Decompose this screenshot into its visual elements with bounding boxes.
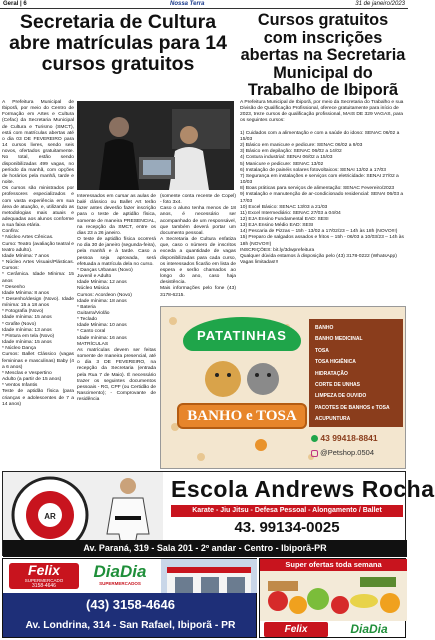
article-culture-col3: (somente conta recente de Copel) - foto 3x4. Caso o aluno tenha menos de 18 anos, é necessário ser acompanhado de um responsável, que também deverá portar um documento pessoal. A Secretaria de Cultura enfatiza que, caso o número de inscritos exceda a quantidade de vagas disponibilizadas para cada curso, os interessados ficarão em lista de espera e serão chamados ao longo do ano, caso haja desistência. Mais informações pelo fone (43) 3178-6215. xyxy=(160,194,236,298)
svg-text:AR: AR xyxy=(44,512,56,521)
petshop-phone: 43 99418-8841 xyxy=(311,433,405,443)
offers-felix-logo: Felix xyxy=(264,622,328,637)
petshop-ad xyxy=(160,306,406,469)
storefront-icon xyxy=(161,559,257,593)
article-culture-col1: A Prefeitura Municipal de Ibiporã, por meio do Centro de Formação em Artes e Cultura (Cefac) da Secretaria Municipal de Cultura e Turismo (SMCT), está com matrículas abertas até o dia 03 DE FEVEREIRO para 14 cursos livres, sendo seis novos, ofertados gratuitamente. No total, estão sendo disponibilizadas 499 vagas, no período da manhã, com opções de horários pela manhã, tarde e noite. Os cursos são ministrados por professores especializados e com vasta experiência em sua área de atuação, e, utilizando as metodologias mais atuais e adequadas aos alunos conforme a sua faixa etária. Confira: * Núcleo Artes Cênicas. Curso: Teatro (avaliação teatral e teatro adulto). Idade Mínima: 7 anos * Núcleo Artes Visuais/Plásticas. Cursos: * Cerâmica. Idade Mínima: 15 anos * Desenho Idade Mínima: 8 anos * Desenho/design (Novo). Idade mínima: 15 a 18 anos * Fotografia (Novo) Idade mínima: 15 anos * Grafite (Novo) Idade mínima: 13 anos * Pintura em tela (Novo) Idade mínima: 15 anos * Núcleo Dança Cursos: Ballet Clássico (vagas femininas e masculinas) Baby (4 a 6 anos) * Mesclas e Vespertino Adulto (a partir de 15 anos) * Ventos Infantis Teste de aptidão física (para crianças e adolescentes de 7 a 14 anos) xyxy=(2,100,74,407)
page-header xyxy=(0,0,408,9)
instagram-icon xyxy=(311,450,318,457)
karate-ad xyxy=(2,471,435,556)
issue-date: 31 de janeiro/2023 xyxy=(355,1,405,7)
supermarket-address: Av. Londrina, 314 - San Rafael, Ibiporã - PR xyxy=(25,620,236,631)
produce-icon xyxy=(260,571,407,621)
offers-diadia-logo: DiaDia xyxy=(350,622,388,636)
service-item: ACUPUNTURA xyxy=(315,416,351,423)
photo-people-drawing xyxy=(77,101,234,190)
petshop-instagram: @Petshop.0504 xyxy=(311,448,405,457)
newspaper-name: Nossa Terra xyxy=(170,1,205,7)
classroom-photo xyxy=(77,101,234,190)
felix-logo: Felix SUPERMERCADO 3158-4646 xyxy=(9,563,79,589)
supermarket-ad xyxy=(2,558,257,638)
dog-cat-icon xyxy=(183,351,301,401)
service-item: HIDRATAÇÃO xyxy=(315,370,348,377)
service-item: TOSA xyxy=(315,347,329,354)
petshop-name: PATATINHAS xyxy=(183,317,301,351)
service-item: CORTE DE UNHAS xyxy=(315,382,361,389)
service-item: BANHO MEDICINAL xyxy=(315,336,363,343)
offers-title: Super ofertas toda semana xyxy=(260,559,407,571)
petshop-services xyxy=(309,319,403,427)
article-labor-body: A Prefeitura Municipal de Ibiporã, por meio da Secretaria do Trabalho e sua Divisão de Qualificação Profissional, oferece gratuitamente para início de 2023, treze cursos de qualificação profissional, MAIS DE 329 VAGAS, para os seguintes cursos: 1) Cuidados com a alimentação e com a saúde do idoso: SENAC 06/02 a 15/03 2) Básico em manicure e pedicure: SENAC 06/02 a 9/03 3) Básico em depilação: SENAC 06/02 a 14/02 4) Costura industrial: SENAI 06/02 a 15/03 5) Manicure e pedicure: SENAC 13/02 6) Instalação de painéis solares fotovoltaicos: SENAI 13/02 a 17/03 7) Segurança em instalações e serviços com eletricidade: SENAI 27/02 a 10/03 8) Boas práticas para serviços de alimentação: SENAC Fevereiro/2023 9) Instalação e manutenção de ar-condicionado residencial: SENAI 06/03 a 17/03 10) Excel Básico: SENAC 13/03 a 21/03 11) Excel Intermediário: SENAC 27/03 a 04/04 12) EJA Ensino Fundamental EAD: SESI 13) EJA Ensino Médio EAD: SESI 14) Pescaria de Pizzas – 15h - 13/02 a 17/02/23 – 14h às 18h (NOVO!!!) 15) Preparo de salgados assados e fritos – 15h - 06/03 a 10/03/23 – 14h às 18h (NOVO!!!) INSCRIÇÕES: bit.ly/3dwprefeitura Qualquer dúvida estamos à disposição pelo (43) 3178-0222 (WhatsApp) Vagas limitadas!!! xyxy=(240,100,404,266)
karate-address: Av. Paraná, 319 - Sala 201 - 2º andar - Centro - Ibiporã-PR xyxy=(3,540,407,557)
offers-ad xyxy=(259,558,406,638)
service-item: TOSA HIGIÊNICA xyxy=(315,359,356,366)
service-item: LIMPEZA DE OUVIDO xyxy=(315,393,367,400)
article-labor-title: Cursos gratuitos com inscrições abertas na Secretaria Municipal do Trabalho de Ibiporã xyxy=(240,11,406,100)
supermarket-phone: (43) 3158-4646 xyxy=(86,597,175,612)
whatsapp-icon xyxy=(311,435,318,442)
article-culture-col2: Interessados em cursar as aulas de balé clássico ou Ballet Art terão fazer antes deverão fazer inscrição para o teste de aptidão física, somente de maneira PRESENCIAL, na recepção da SMCT, entre os dias 23 a 26 janeiro. O teste de aptidão física ocorrerá no dia 30 de janeiro (segunda-feira), pela manhã e à tarde. Caso a pessoa seja aprovada, será efetuada a matrícula dela no curso. * Danças Urbanas (Novo) Juvenil e Adulto Idade Mínima: 12 anos Núcleo Música Cursos: Acordeon (Novo) Idade mínima: 18 anos * Bateria Guitarra/Violão * Teclado Idade Mínima: 10 anos * Canto coral Idade mínima: 16 anos MATRÍCULAS As matrículas devem ser feitas somente de maneira presencial, até o dia 3 DE FEVEREIRO, na recepção da Secretaria (entrada pela Rua 7 de Maio). É necessário trazer os seguintes documentos pessoais - RG, CPF (ou Certidão de Nascimento); - Comprovante de residência xyxy=(77,194,156,403)
karate-tagline: Karate - Jiu Jitsu - Defesa Pessoal - Alongamento / Ballet xyxy=(171,505,403,517)
diadia-logo: DiaDia SUPERMERCADOS xyxy=(93,562,147,586)
section-label: Geral | 6 xyxy=(3,1,27,7)
petshop-subtitle: BANHO e TOSA xyxy=(177,403,307,429)
karate-phone: 43. 99134-0025 xyxy=(234,519,340,536)
karate-name: Escola Andrews Rocha xyxy=(171,476,435,502)
service-item: PACOTES DE BANHOS e TOSA xyxy=(315,404,390,411)
service-item: BANHO xyxy=(315,325,334,331)
article-culture-title: Secretaria de Cultura abre matrículas para 14 cursos gratuitos xyxy=(9,11,227,76)
